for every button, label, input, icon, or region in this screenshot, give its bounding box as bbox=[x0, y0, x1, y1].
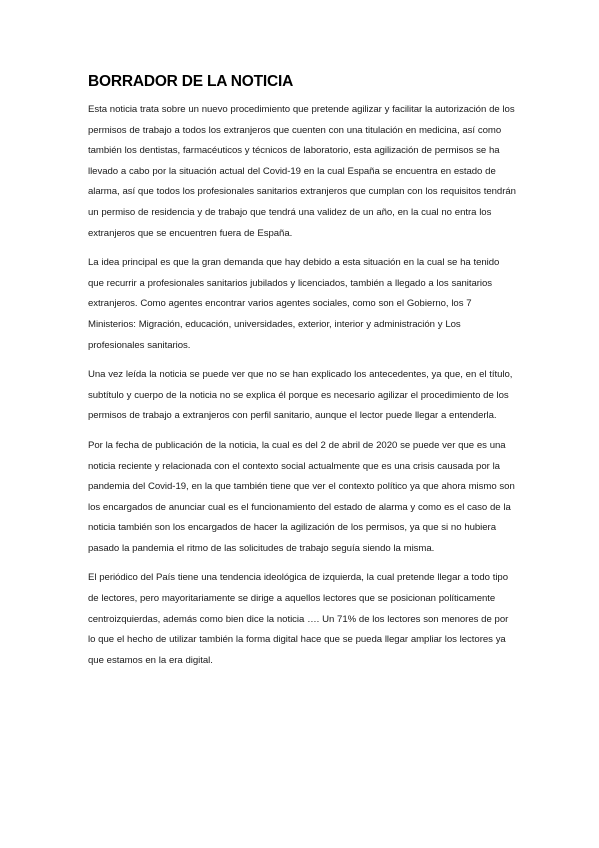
paragraph: Por la fecha de publicación de la noticia, la cual es del 2 de abril de 2020 se puede ver que es una noticia reciente y relacionada con el contexto social actualmente que es una crisis causada por la pandemia del Covid-19, en la que también tiene que ver el contexto político ya que ahora mismo son los encargados de anunciar cual es el funcionamiento del estado de alarma y como es el caso de la noticia también son los encargados de hacer la agilización de los permisos, ya que si no hubiera pasado la pandemia el ritmo de las solicitudes de trabajo seguía siendo la misma. bbox=[88, 439, 515, 554]
paragraph: El periódico del País tiene una tendencia ideológica de izquierda, la cual pretende llegar a todo tipo de lectores, pero mayoritariamente se dirige a aquellos lectores que se posicionan políticamente centroizquierdas, además como bien dice la noticia …. Un 71% de los lectores son menores de por lo que el hecho de utilizar también la forma digital hace que se pueda llegar ampliar los lectores ya que estamos en la era digital. bbox=[88, 572, 509, 666]
document-title: BORRADOR DE LA NOTICIA bbox=[88, 73, 294, 90]
paragraph: La idea principal es que la gran demanda que hay debido a esta situación en la cual se ha tenido que recurrir a profesionales sanitarios jubilados y licenciados, también a llegado a los sanitarios extranjeros. Como agentes encontrar varios agentes sociales, como son el Gobierno, los 7 Ministerios: Migración, educación, universidades, exterior, interior y administración y Los profesionales sanitarios. bbox=[88, 257, 500, 351]
document-body bbox=[88, 72, 516, 680]
paragraph: Una vez leída la noticia se puede ver que no se han explicado los antecedentes, ya que, en el título, subtítulo y cuerpo de la noticia no se explica él porque es necesario agilizar el procedimiento de los permisos de trabajo a extranjeros con perfil sanitario, aunque el lector puede llegar a entenderla. bbox=[88, 369, 513, 422]
paragraph: Esta noticia trata sobre un nuevo procedimiento que pretende agilizar y facilitar la autorización de los permisos de trabajo a todos los extranjeros que cuenten con una titulación en medicina, así como también los dentistas, farmacéuticos y técnicos de laboratorio, esta agilización de permisos se ha llevado a cabo por la situación actual del Covid-19 en la cual España se encuentra en estado de alarma, así que todos los profesionales sanitarios extranjeros que cumplan con los requisitos tendrán un permiso de residencia y de trabajo que tendrá una validez de un año, en la cual no entra los extranjeros que se encuentren fuera de España. bbox=[88, 104, 516, 239]
